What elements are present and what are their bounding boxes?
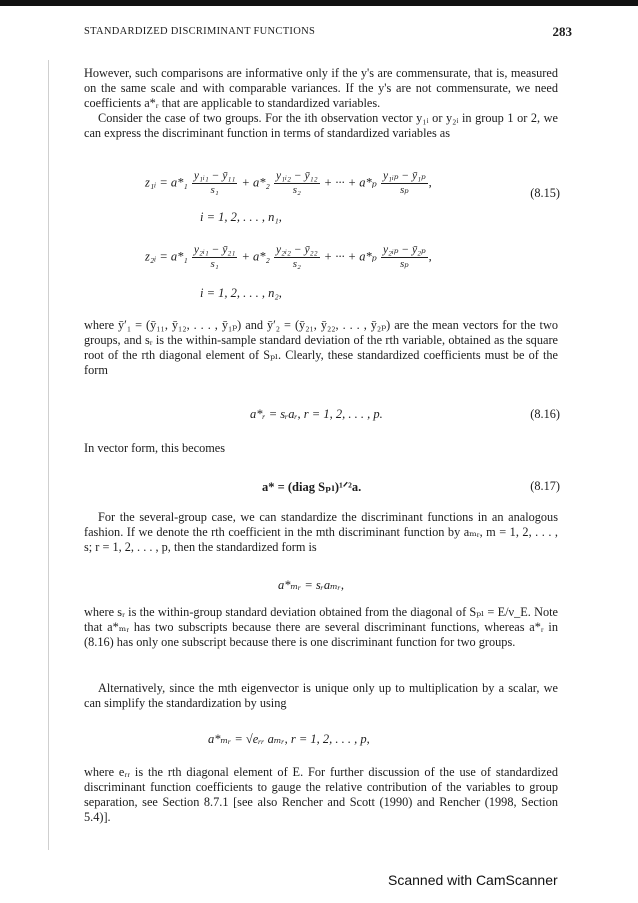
equation-8-15-line-2: z₂ᵢ = a*₁ $\frac{\text{y₂ᵢ₁ − ȳ₂₁}}{\text{s₁}}$ + a*₂ $\frac{\text{y₂ᵢ₂ − ȳ₂₂}}{\text{s₂}}$ + ··· + a*ₚ $\frac{\text{y₂ᵢₚ − ȳ₂ₚ}}{\text{sₚ}}$ , xyxy=(145,244,432,270)
fraction: $\frac{\text{y₁ᵢₚ − ȳ₁ₚ}}{\text{sₚ}}$ xyxy=(382,170,426,196)
paragraph-3: where ȳ′₁ = (ȳ₁₁, ȳ₁₂, . . . , ȳ₁ₚ) and ȳ′₂ = (ȳ₂₁, ȳ₂₂, . . . , ȳ₂ₚ) are the mean vectors for the two groups, and sᵣ is the within-sample standard deviation of the rth variable, obtained as the square root of the rth diagonal element of Sₚₗ. Clearly, these standardized coefficients must be of the form xyxy=(84,318,558,377)
equation-number-8-15: (8.15) xyxy=(530,186,560,200)
equation-8-15-line-1: z₁ᵢ = a*₁ $\frac{\text{y₁ᵢ₁ − ȳ₁₁}}{\text{s₁}}$ + a*₂ $\frac{\text{y₁ᵢ₂ − ȳ₁₂}}{\text{s₂}}$ + ··· + a*ₚ $\frac{\text{y₁ᵢₚ − ȳ₁ₚ}}{\text{sₚ}}$ , xyxy=(145,170,432,196)
page-number: 283 xyxy=(552,24,572,39)
equation-sqrt-err: a*ₘᵣ = √eᵣᵣ aₘᵣ, r = 1, 2, . . . , p, xyxy=(208,732,370,746)
equation-number-8-17: (8.17) xyxy=(530,479,560,493)
paragraph-2: Consider the case of two groups. For the ith observation vector y₁ᵢ or y₂ᵢ in group 1 or 2, we can express the discriminant function in terms of standardized variables as xyxy=(84,111,558,140)
paragraph-4: In vector form, this becomes xyxy=(84,441,226,455)
equation-8-15-index-2: i = 1, 2, . . . , n₂, xyxy=(200,286,282,300)
equation-8-17: a* = (diag Sₚₗ)¹ᐟ²a. xyxy=(262,480,362,494)
scanner-watermark: Scanned with CamScanner xyxy=(388,872,558,888)
eq-lhs-z2: z₂ᵢ = a*₁ xyxy=(145,249,188,264)
page-margin-rule xyxy=(48,60,49,850)
paragraph-8: where eᵣᵣ is the rth diagonal element of E. For further discussion of the use of standardized discriminant function coefficients to gauge the relative contribution of the variables to group separation, see Section 8.7.1 [see also Rencher and Scott (1990) and Rencher (1998, Section 5.4)]. xyxy=(84,765,558,824)
paragraph-7: Alternatively, since the mth eigenvector is unique only up to multiplication by a scalar, we can simplify the standardization by using xyxy=(84,681,558,710)
eq-lhs-z1: z₁ᵢ = a*₁ xyxy=(145,175,188,190)
fraction: $\frac{\text{y₁ᵢ₂ − ȳ₁₂}}{\text{s₂}}$ xyxy=(276,170,318,196)
equation-number-8-16: (8.16) xyxy=(530,407,560,421)
running-title: STANDARDIZED DISCRIMINANT FUNCTIONS xyxy=(84,26,316,37)
equation-8-16: a*ᵣ = sᵣaᵣ, r = 1, 2, . . . , p. xyxy=(250,407,383,421)
equation-8-15-index-1: i = 1, 2, . . . , n₁, xyxy=(200,210,282,224)
fraction: $\frac{\text{y₁ᵢ₁ − ȳ₁₁}}{\text{s₁}}$ xyxy=(193,170,236,196)
scan-top-edge xyxy=(0,0,638,6)
fraction: $\frac{\text{y₂ᵢₚ − ȳ₂ₚ}}{\text{sₚ}}$ xyxy=(382,244,426,270)
paragraph-6: where sᵣ is the within-group standard deviation obtained from the diagonal of Sₚₗ = E/ν_E. Note that a*ₘᵣ has two subscripts because there are several discriminant functions, whereas a*ᵣ in (8.16) has only one subscript because there is one discriminant function for two groups. xyxy=(84,605,558,649)
paragraph-5: For the several-group case, we can standardize the discriminant functions in an analogous fashion. If we denote the rth coefficient in the mth discriminant function by aₘᵣ, m = 1, 2, . . . , s; r = 1, 2, . . . , p, then the standardized form is xyxy=(84,510,558,554)
equation-standardized-amr: a*ₘᵣ = sᵣaₘᵣ, xyxy=(278,578,344,592)
fraction: $\frac{\text{y₂ᵢ₁ − ȳ₂₁}}{\text{s₁}}$ xyxy=(193,244,236,270)
paragraph-1: However, such comparisons are informative only if the y's are commensurate, that is, measured on the same scale and with comparable variances. If the y's are not commensurate, we need coefficients a*ᵣ that are applicable to standardized variables. xyxy=(84,66,558,110)
fraction: $\frac{\text{y₂ᵢ₂ − ȳ₂₂}}{\text{s₂}}$ xyxy=(276,244,318,270)
